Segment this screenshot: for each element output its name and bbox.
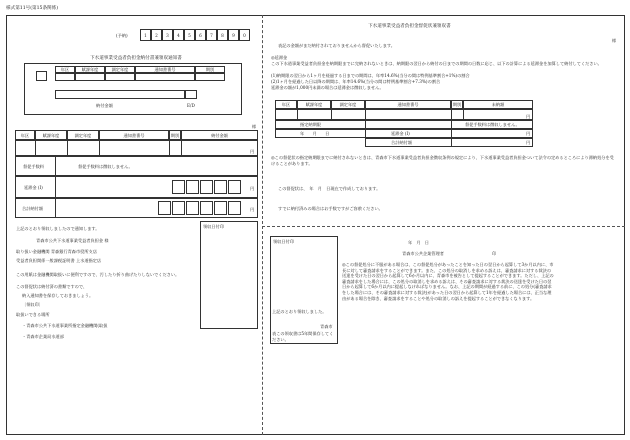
issuer-seal-mark: 印: [492, 251, 497, 256]
header-cell: 期別: [169, 130, 181, 140]
notice-line: 〔領収印〕: [22, 302, 43, 307]
header-cell: 期別: [195, 66, 225, 73]
perforation-line: [262, 15, 263, 435]
notice-line: ・青森市公共下水道事業所指定金融機関(取扱: [22, 323, 108, 328]
issuer-name: 青森市公共企業管理者: [402, 251, 444, 256]
col-divider: [451, 129, 452, 138]
amount-box: [55, 90, 185, 99]
digit-box: [158, 201, 171, 215]
currency-unit: E/D: [187, 103, 195, 108]
digit-box: [172, 201, 185, 215]
form-id: 様式第11号(第15条関係): [6, 6, 59, 11]
col-divider: [35, 140, 36, 156]
value-cell: [105, 73, 135, 81]
header-cell: 納付金額: [181, 130, 258, 140]
right-stamp-label: 領収日付印: [273, 239, 294, 244]
late-charge-label: 延滞金 (I): [24, 185, 43, 190]
payer-no-label: (予納): [116, 33, 128, 38]
deadline-line: この督促状は、 年 月 日現在で作成しております。: [278, 186, 381, 191]
late-charge-label: 延滞金 (I): [391, 131, 410, 136]
notice-line: 取扱いできる場所: [16, 312, 50, 317]
header-cell: 調定年度: [331, 100, 365, 109]
header-cell: 未納額: [463, 100, 533, 109]
digit-box: [172, 180, 185, 194]
header-cell: 年区: [15, 130, 35, 140]
header-cell: 通知書番号: [99, 130, 169, 140]
header-cell: 期別: [452, 102, 462, 107]
right-table-row: [275, 109, 533, 120]
note-line: (2)1ヶ月を経過した日以降の期間は、年率14.6%(当分の間は特例基準割合+7.3%)の割合: [271, 79, 441, 84]
section-divider: [262, 226, 625, 227]
payer-digit: 1: [140, 29, 151, 41]
delay-fee-row: [15, 156, 258, 176]
addressee-mark: 様: [252, 124, 257, 129]
payer-digit: 4: [173, 29, 184, 41]
col-divider: [451, 138, 452, 147]
yen-unit: 円: [250, 207, 255, 212]
note-paragraph: この下水道事業受益者負担金を納期限までに完納されないときは、納期限の翌日から納付の日までの期間の日数に応じ、以下の計算による延滞金を加算して納付してください。: [271, 61, 602, 66]
designated-label: 指定納期限: [300, 122, 321, 127]
col-divider: [365, 120, 366, 129]
total-label: 合計納付額: [22, 206, 43, 211]
header-cell: 通知書番号: [135, 66, 195, 73]
value-cell: [75, 73, 105, 81]
notice-line: 取り扱い金融機関 青森銀行青森市役所支店: [16, 249, 97, 254]
digit-box: [214, 201, 227, 215]
receipt-text: 上記のとおり領収しました。: [272, 309, 327, 314]
yen-unit: 円: [526, 131, 531, 136]
apology-text: すでに納付済みの場合はお手数ですがご容赦ください。: [278, 206, 383, 211]
note-line: 延滞金の額が1,000円未満の場合は延滞金は徴収しません。: [271, 85, 384, 90]
col-divider: [451, 120, 452, 129]
delay-fee-note: 督促手数料は徴収しません。: [78, 164, 133, 169]
yen-unit: 円: [250, 149, 255, 154]
col-divider: [331, 109, 332, 120]
designated-date: 年 月 日: [300, 131, 330, 136]
col-divider: [55, 176, 56, 198]
header-cell: 年区: [55, 66, 75, 73]
amount-label: 納付金額: [96, 103, 113, 108]
col-divider: [463, 109, 464, 120]
left-stamp-box: [200, 221, 258, 329]
right-title: 下水道事業受益者負担金督促状兼領収書: [368, 24, 451, 29]
col-divider: [67, 140, 68, 156]
col-divider: [451, 109, 452, 120]
note-line: ◎延滞金: [271, 55, 288, 60]
payer-digit: 5: [184, 29, 195, 41]
digit-box: [200, 180, 213, 194]
payer-digit: 6: [195, 29, 206, 41]
col-divider: [365, 109, 366, 120]
notice-line: ・青森市企業局水道部: [22, 334, 64, 339]
header-cell: 賦課年度: [75, 66, 105, 73]
digit-box: [186, 201, 199, 215]
digit-box: [228, 180, 241, 194]
header-cell: 調定年度: [105, 66, 135, 73]
header-cell: 年区: [275, 100, 297, 109]
payer-digit: 7: [206, 29, 217, 41]
main-table-row: [15, 140, 258, 156]
notice-line: 受益者負担関係一般課税証明書 上水道指定店: [16, 258, 102, 263]
issue-date: 年 月 日: [408, 240, 429, 245]
yen-unit: 円: [250, 186, 255, 191]
value-cell: [55, 73, 75, 81]
receipt-title: 下水道事業受益者負担金納付書兼領収通知書: [90, 56, 182, 61]
warning-text: ◎この督促状の指定納期限までに納付されないときは、青森市下水道事業受益者負担金徴収条例の規定により、下水道事業受益者負担金ついて法令の定めるところにより滞納処分を受けることがあります。: [271, 155, 614, 166]
intro-text: 表記の金額がまだ納付されておりませんから督促いたします。: [278, 43, 395, 48]
digit-box: [186, 180, 199, 194]
left-stamp-label: 領収日付印: [203, 224, 224, 229]
col-divider: [365, 129, 366, 138]
payer-digit: 0: [239, 29, 250, 41]
notice-line: 納入通知書を保存しておきましょう。: [22, 293, 94, 298]
notice-line: この督促状は納付済の書類ですので、: [16, 284, 88, 289]
digit-box: [228, 201, 241, 215]
col-divider: [181, 140, 182, 156]
payer-digit: 2: [151, 29, 162, 41]
delay-fee-note: 督促手数料は徴収しません。: [465, 122, 520, 127]
delay-fee-label: 督促手数料: [23, 164, 44, 169]
yen-unit: 円: [526, 114, 531, 119]
digit-box: [200, 201, 213, 215]
notice-line: 上記のとおり領収しましたので通知します。: [16, 226, 100, 231]
header-cell: 通知書番号: [365, 100, 451, 109]
col-divider: [99, 140, 100, 156]
receipt-text: 青森市: [320, 324, 333, 329]
header-cell: 調定年度: [67, 130, 99, 140]
addressee-mark: 様: [612, 38, 617, 43]
note-line: (1)納期限の翌日から1ヶ月を経過する日までの期間は、年率14.6%(当分の間は特例基準割合+1%)の割合: [271, 73, 470, 78]
total-label: 合計納付額: [391, 140, 412, 145]
value-cell: [195, 73, 225, 81]
payer-digit: 8: [217, 29, 228, 41]
check-box: [36, 71, 47, 81]
yen-unit: 円: [526, 140, 531, 145]
col-divider: [55, 198, 56, 218]
digit-box: [214, 180, 227, 194]
notice-line: この用紙は金融機関取扱いに便利ですので、汚したり折り曲げたりしないでください。: [16, 272, 180, 277]
notice-line: 青森市公共下水道事業受益者負担金 様: [36, 238, 109, 243]
amount-yen-box: [185, 90, 197, 99]
col-divider: [297, 109, 298, 120]
header-cell: 賦課年度: [297, 100, 331, 109]
receipt-text: 表この領収書は5年間保存してください。: [272, 331, 334, 342]
value-cell: [135, 73, 195, 81]
payer-digit: 9: [228, 29, 239, 41]
col-divider: [55, 156, 56, 176]
header-cell: 賦課年度: [35, 130, 67, 140]
col-divider: [169, 140, 170, 156]
payer-digit: 3: [162, 29, 173, 41]
appeal-text: ◎この督促処分に不服がある場合は、この督促処分があったことを知った日の翌日から起算して3か月以内に、市長に対して審査請求をすることができます。また、この処分の取消しを求める訴えは、審査請求に対する裁決の送達を受けた日の翌日から起算して6か月以内に、青森市を被告として提起することができます。ただし、上記の審査請求をした場合には、この処分の取消しを求める訴えは、その審査請求に対する裁決の送達を受けた日の翌日から起算して6か月以内に提起しなければなりません。なお、上記の期間が経過する前に、この処分(審査請求をした場合には、その審査請求に対する裁決)があった日の翌日から起算して1年を経過した場合には、正当な理由がある場合を除き、審査請求をすることや処分の取消しの訴えを提起することができなくなります。: [342, 262, 554, 301]
